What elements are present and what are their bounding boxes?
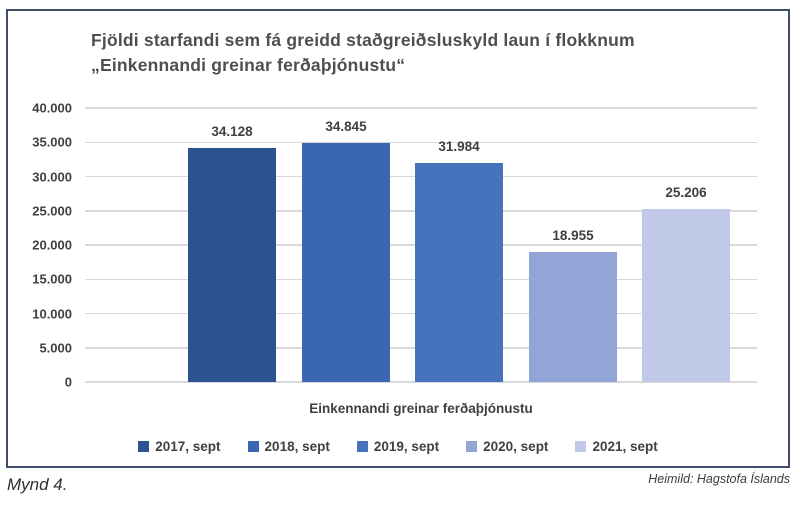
y-tick-label: 40.000 — [32, 100, 72, 116]
legend-label: 2019, sept — [373, 439, 440, 454]
y-tick-label: 0 — [64, 374, 72, 390]
bar-value-label: 34.128 — [211, 124, 253, 140]
legend-swatch-icon — [248, 441, 259, 452]
y-tick-label: 25.000 — [32, 203, 72, 219]
figure-source: Heimild: Hagstofa Íslands — [648, 472, 790, 486]
legend-swatch-icon — [357, 441, 368, 452]
y-axis — [8, 100, 72, 390]
legend-item — [575, 439, 657, 454]
plot-area — [85, 108, 757, 382]
legend — [8, 439, 788, 454]
chart-title-line1: Fjöldi starfandi sem fá greidd staðgreiðsluskyld laun í flokknum — [91, 30, 635, 50]
bar-2018 — [302, 143, 390, 382]
y-tick-label: 15.000 — [32, 271, 72, 287]
bar-value-label: 34.845 — [325, 119, 367, 135]
legend-label: 2020, sept — [483, 439, 549, 454]
legend-item — [357, 439, 439, 454]
chart-title-line2: „Einkennandi greinar ferðaþjónustu“ — [91, 55, 406, 75]
chart-title — [91, 28, 768, 78]
legend-swatch-icon — [466, 441, 477, 452]
legend-label: 2018, sept — [264, 439, 330, 454]
chart-frame — [6, 9, 790, 468]
bar-2021 — [642, 209, 730, 382]
bar-2017 — [188, 148, 276, 382]
y-tick-label: 20.000 — [32, 237, 72, 253]
y-tick-label: 10.000 — [32, 306, 72, 321]
y-tick-label: 35.000 — [32, 134, 72, 150]
bar-value-label: 25.206 — [665, 185, 707, 201]
legend-item — [466, 439, 548, 454]
legend-label: 2021, sept — [592, 439, 658, 454]
bar-value-label: 31.984 — [438, 138, 480, 154]
x-axis-label: Einkennandi greinar ferðaþjónustu — [309, 401, 533, 416]
bar-2020 — [529, 252, 617, 382]
figure-caption: Mynd 4. — [7, 475, 68, 494]
legend-label: 2017, sept — [155, 439, 221, 454]
legend-item — [138, 439, 220, 454]
legend-item — [248, 439, 330, 454]
bar-value-label: 18.955 — [552, 228, 594, 244]
legend-swatch-icon — [138, 441, 149, 452]
y-tick-label: 5.000 — [39, 340, 72, 356]
bar-2019 — [415, 163, 503, 382]
y-tick-label: 30.000 — [32, 169, 72, 184]
legend-swatch-icon — [575, 441, 586, 452]
gridline — [85, 107, 757, 109]
